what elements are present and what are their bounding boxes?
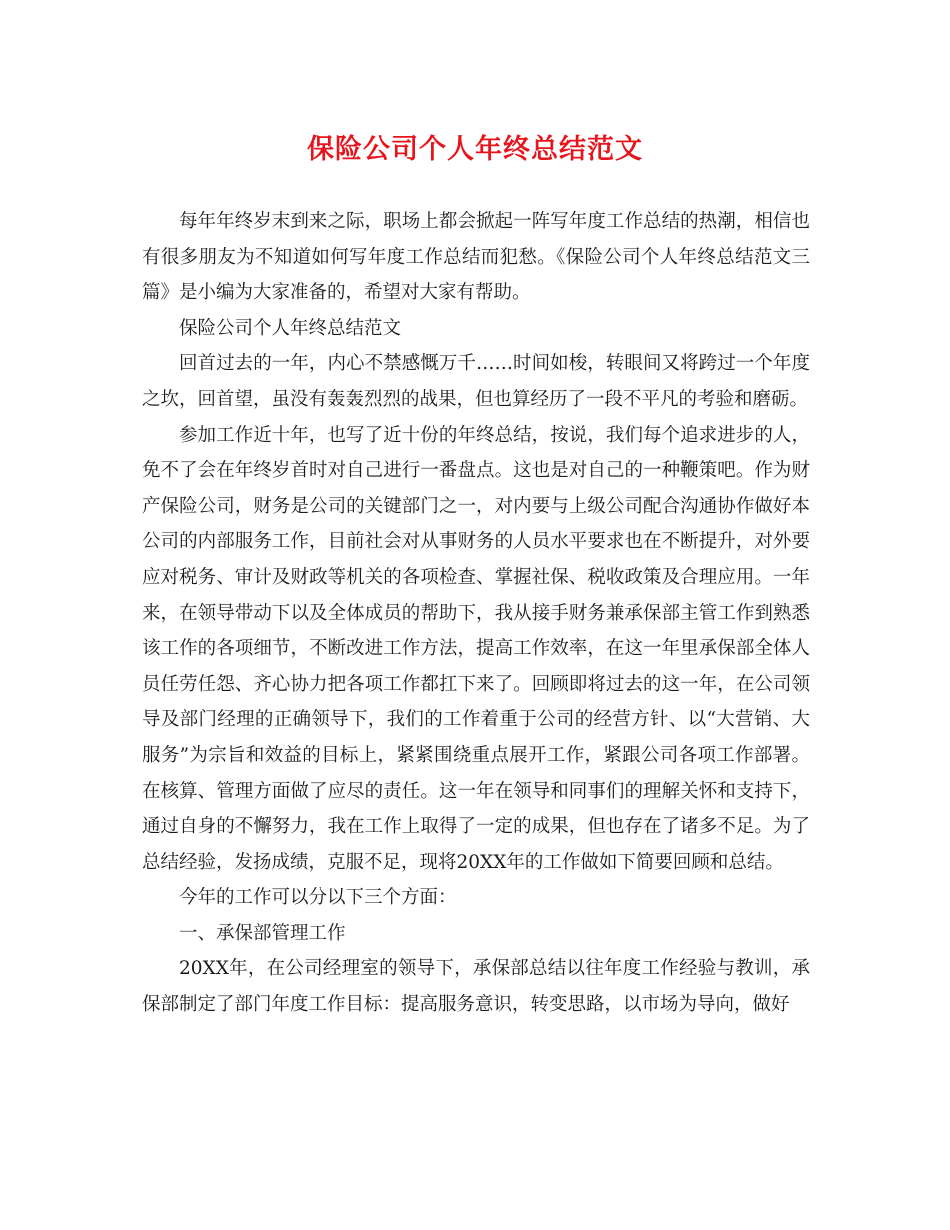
paragraph-main: 参加工作近十年，也写了近十份的年终总结，按说，我们每个追求进步的人，免不了会在年终岁首时对自己进行一番盘点。这也是对自己的一种鞭策吧。作为财产保险公司，财务是公司的关键部门之一，对内要与上级公司配合沟通协作做好本公司的内部服务工作，目前社会对从事财务的人员水平要求也在不断提升，对外要应对税务、审计及财政等机关的各项检查、掌握社保、税收政策及合理应用。一年来，在领导带动下以及全体成员的帮助下，我从接手财务兼承保部主管工作到熟悉该工作的各项细节，不断改进工作方法，提高工作效率，在这一年里承保部全体人员任劳任怨、齐心协力把各项工作都扛下来了。回顾即将过去的这一年，在公司领导及部门经理的正确领导下，我们的工作着重于公司的经营方针、以“大营销、大服务”为宗旨和效益的目标上，紧紧围绕重点展开工作，紧跟公司各项工作部署。在核算、管理方面做了应尽的责任。这一年在领导和同事们的理解关怀和支持下，通过自身的不懈努力，我在工作上取得了一定的成果，但也存在了诸多不足。为了总结经验，发扬成绩，克服不足，现将20XX年的工作做如下简要回顾和总结。 (142, 424, 810, 873)
document-body (142, 204, 810, 1023)
paragraph-intro: 每年年终岁末到来之际，职场上都会掀起一阵写年度工作总结的热潮，相信也有很多朋友为不知道如何写年度工作总结而犯愁。《保险公司个人年终总结范文三篇》是小编为大家准备的，希望对大家有帮助。 (142, 211, 810, 304)
paragraph-three-aspects: 今年的工作可以分以下三个方面： (179, 887, 457, 909)
paragraph-review: 回首过去的一年，内心不禁感慨万千……时间如梭，转眼间又将跨过一个年度之坎，回首望，虽没有轰轰烈烈的战果，但也算经历了一段不平凡的考验和磨砺。 (142, 353, 810, 410)
section-heading-1: 一、承保部管理工作 (179, 922, 346, 944)
document-title: 保险公司个人年终总结范文 (307, 134, 643, 165)
paragraph-section-1: 20XX年，在公司经理室的领导下，承保部总结以往年度工作经验与教训，承保部制定了部门年度工作目标：提高服务意识，转变思路，以市场为导向，做好 (142, 958, 810, 1016)
paragraph-subtitle: 保险公司个人年终总结范文 (179, 317, 402, 339)
